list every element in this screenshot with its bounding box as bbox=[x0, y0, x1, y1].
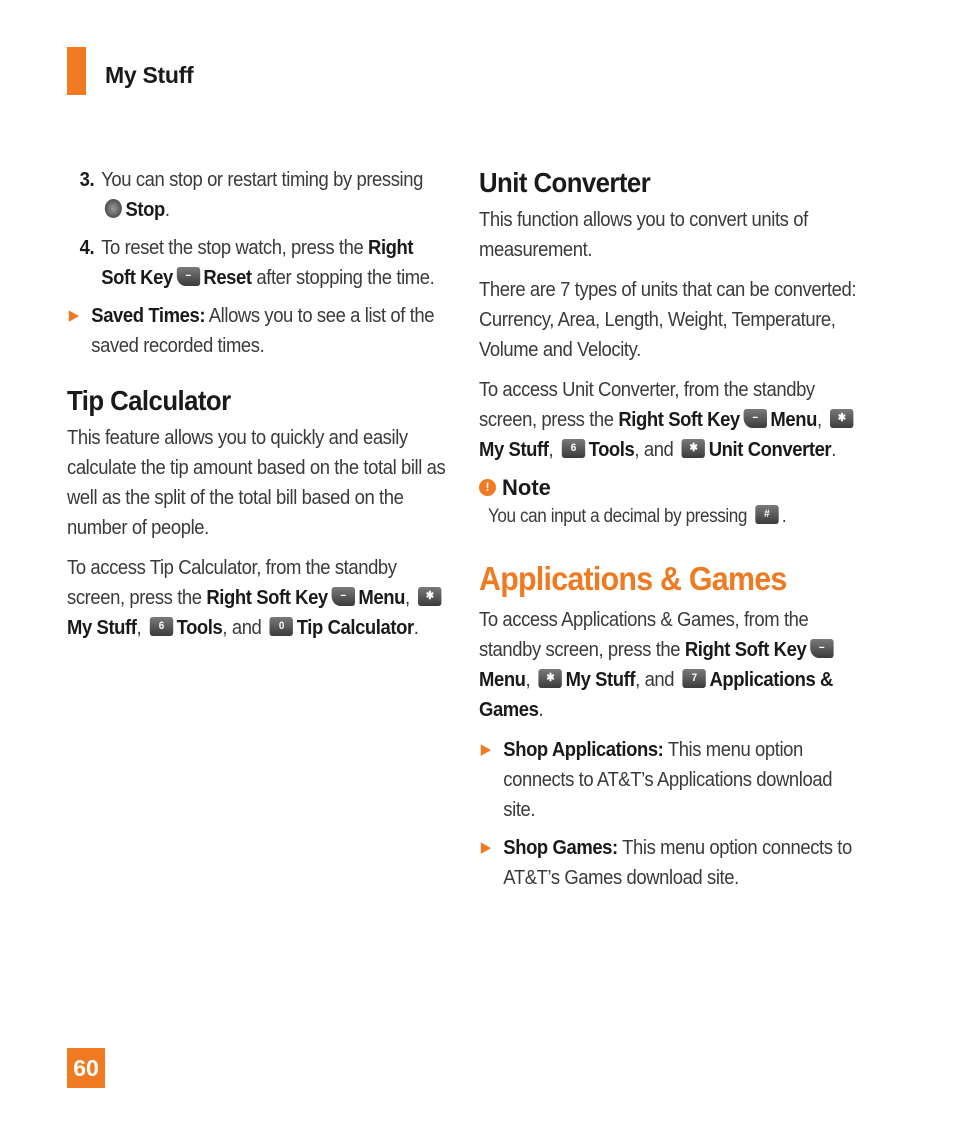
step-3: 3. You can stop or restart timing by pressing Stop. bbox=[79, 168, 423, 221]
section-title: My Stuff bbox=[105, 62, 194, 88]
unit-converter-heading: Unit Converter bbox=[479, 167, 651, 198]
seven-key-icon: 7 bbox=[682, 669, 705, 688]
bullet-arrow-icon: ▶ bbox=[68, 307, 79, 324]
shop-applications-bullet: ▶ Shop Applications: This menu option connects to AT&T’s Applications download site. bbox=[479, 735, 859, 825]
bullet-arrow-icon: ▶ bbox=[480, 741, 491, 758]
note-text: You can input a decimal by pressing # . bbox=[488, 506, 787, 527]
left-column bbox=[67, 165, 449, 653]
bullet-arrow-icon: ▶ bbox=[480, 839, 491, 856]
six-key-icon: 6 bbox=[562, 439, 585, 458]
star-key-icon: ✱ bbox=[682, 439, 705, 458]
right-soft-key-icon: − bbox=[176, 267, 199, 286]
tip-calculator-heading: Tip Calculator bbox=[67, 385, 231, 416]
right-soft-key-icon: − bbox=[331, 587, 354, 606]
unit-converter-access: To access Unit Converter, from the standby screen, press the Right Soft Key − Menu, ✱My Stuff, 6 Tools, and ✱ Unit Converter. bbox=[479, 375, 859, 465]
star-key-icon: ✱ bbox=[418, 587, 441, 606]
star-key-icon: ✱ bbox=[830, 409, 853, 428]
applications-games-access: To access Applications & Games, from the standby screen, press the Right Soft Key − Menu, ✱ My Stuff, and 7 Applications & Games. bbox=[479, 608, 833, 721]
stop-key-icon bbox=[105, 199, 122, 218]
saved-times-bullet: ▶ Saved Times: Allows you to see a list of the saved recorded times. bbox=[67, 301, 449, 361]
right-column bbox=[479, 165, 859, 901]
right-soft-key-icon: − bbox=[743, 409, 766, 428]
star-key-icon: ✱ bbox=[539, 669, 562, 688]
tip-calculator-access: To access Tip Calculator, from the standby screen, press the Right Soft Key − Menu, ✱My Stuff, 6 Tools, and 0 Tip Calculator. bbox=[67, 553, 449, 643]
unit-converter-types: There are 7 types of units that can be converted: Currency, Area, Length, Weight, Temperature, Volume and Velocity. bbox=[479, 278, 857, 361]
step-4: 4. To reset the stop watch, press the Right Soft Key − Reset after stopping the time. bbox=[79, 236, 435, 289]
header-accent-bar bbox=[67, 47, 86, 95]
six-key-icon: 6 bbox=[150, 617, 173, 636]
page-number: 60 bbox=[67, 1048, 105, 1088]
right-soft-key-icon: − bbox=[810, 639, 833, 658]
applications-games-heading: Applications & Games bbox=[479, 560, 787, 597]
tip-calculator-description: This feature allows you to quickly and easily calculate the tip amount based on the total bill as well as the split of the total bill based on the number of people. bbox=[67, 426, 446, 539]
note-heading: ! Note bbox=[479, 475, 859, 501]
shop-games-bullet: ▶ Shop Games: This menu option connects to AT&T’s Games download site. bbox=[479, 833, 859, 893]
zero-key-icon: 0 bbox=[270, 617, 293, 636]
exclamation-icon: ! bbox=[479, 479, 496, 496]
unit-converter-description: This function allows you to convert units of measurement. bbox=[479, 208, 808, 261]
hash-key-icon: # bbox=[755, 505, 778, 524]
